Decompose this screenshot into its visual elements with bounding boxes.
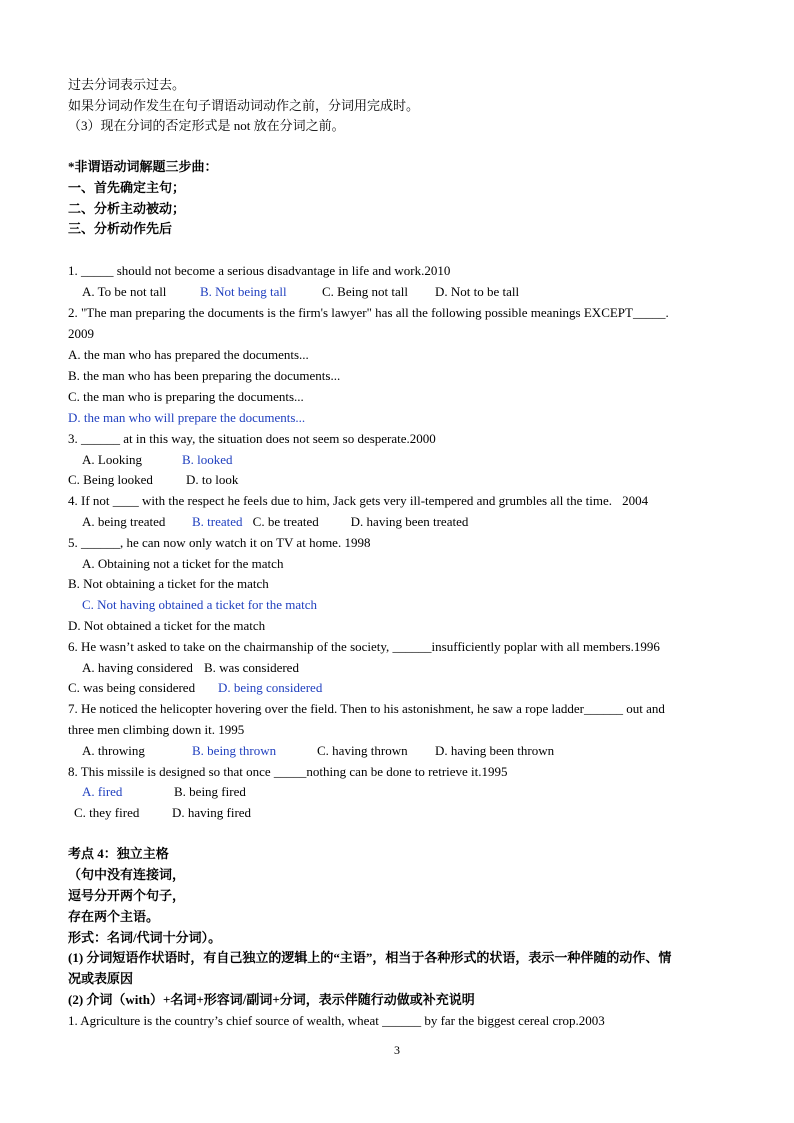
q5-option-d: D. Not obtained a ticket for the match: [68, 618, 266, 633]
q2-option-c: C. the man who is preparing the documents...: [68, 389, 304, 404]
q6-option-c: C. was being considered: [68, 680, 196, 695]
q2-option-a: A. the man who has prepared the documents...: [68, 347, 309, 362]
q4-option-b-answer: B. treated: [192, 514, 243, 529]
question-7-options: [82, 742, 554, 760]
question-1-options: [82, 283, 519, 301]
q2-option-b: B. the man who has been preparing the documents...: [68, 368, 341, 383]
q1-option-d: D. Not to be tall: [435, 284, 520, 299]
question-8-stem: 8. This missile is designed so that once _____nothing can be done to retrieve it.1995: [68, 764, 508, 779]
q5-option-c-answer: C. Not having obtained a ticket for the match: [82, 597, 318, 612]
point4-line-6: 况或表原因: [68, 971, 134, 986]
question-1-stem: 1. _____ should not become a serious disadvantage in life and work.2010: [68, 263, 451, 278]
q5-option-a: A. Obtaining not a ticket for the match: [82, 556, 284, 571]
q5-option-b: B. Not obtaining a ticket for the match: [68, 576, 269, 591]
point4-line-5: (1) 分词短语作状语时，有自己独立的逻辑上的“主语”，相当于各种形式的状语，表示一种伴随的动作、情: [68, 950, 672, 965]
question-8-options-row2: [74, 804, 251, 822]
intro-line-2: 如果分词动作发生在句子谓语动词动作之前，分词用完成时。: [68, 98, 420, 113]
q3-option-b-answer: B. looked: [182, 452, 233, 467]
q6-option-a: A. having considered: [82, 660, 193, 675]
question-3-options-row2: [68, 471, 238, 489]
question-4-options: [82, 513, 468, 531]
q4-option-d: D. having been treated: [350, 514, 469, 529]
q1-option-a: A. To be not tall: [82, 284, 167, 299]
question-6-options-row2: [68, 679, 322, 697]
q6-option-d-answer: D. being considered: [218, 680, 323, 695]
q7-option-b-answer: B. being thrown: [192, 743, 277, 758]
q3-option-c: C. Being looked: [68, 472, 153, 487]
step-3: 三、分析动作先后: [68, 221, 173, 236]
page-number: 3: [394, 1043, 400, 1057]
q8-option-c: C. they fired: [74, 805, 140, 820]
question-4-stem: 4. If not ____ with the respect he feels due to him, Jack gets very ill-tempered and grumbles all the time. 2004: [68, 493, 649, 508]
steps-title: *非谓语动词解题三步曲：: [68, 159, 218, 174]
q4-option-c: C. be treated: [252, 514, 319, 529]
step-1: 一、首先确定主句；: [68, 180, 186, 195]
q1-option-c: C. Being not tall: [322, 284, 408, 299]
q8-option-b: B. being fired: [174, 784, 246, 799]
point4-question-1: 1. Agriculture is the country’s chief source of wealth, wheat ______ by far the biggest cereal crop.2003: [68, 1013, 605, 1028]
question-7-stem-continued: three men climbing down it. 1995: [68, 722, 245, 737]
intro-line-3: （3）现在分词的否定形式是 not 放在分词之前。: [68, 118, 345, 133]
point4-line-2: 逗号分开两个句子，: [68, 888, 186, 903]
point4-line-1: （句中没有连接词，: [68, 867, 186, 882]
point4-line-4: 形式：名词/代词十分词）。: [68, 930, 222, 945]
question-2-stem-year: 2009: [68, 326, 94, 341]
question-5-stem: 5. ______, he can now only watch it on TV at home. 1998: [68, 535, 371, 550]
question-3-stem: 3. ______ at in this way, the situation does not seem so desperate.2000: [68, 431, 436, 446]
question-3-options-row1: [82, 451, 233, 469]
intro-line-1: 过去分词表示过去。: [68, 77, 186, 92]
q8-option-d: D. having fired: [172, 805, 252, 820]
question-8-options-row1: [82, 783, 246, 801]
step-2: 二、分析主动被动；: [68, 201, 186, 216]
question-6-stem: 6. He wasn’t asked to take on the chairmanship of the society, ______insufficiently poplar with all members.1996: [68, 639, 660, 654]
question-6-options-row1: [82, 659, 299, 677]
q7-option-d: D. having been thrown: [435, 743, 555, 758]
q3-option-d: D. to look: [186, 472, 239, 487]
q7-option-c: C. having thrown: [317, 743, 408, 758]
q3-option-a: A. Looking: [82, 452, 142, 467]
point4-line-3: 存在两个主语。: [68, 909, 160, 924]
q4-option-a: A. being treated: [82, 514, 166, 529]
q2-option-d-answer: D. the man who will prepare the documents...: [68, 410, 306, 425]
q1-option-b-answer: B. Not being tall: [200, 284, 287, 299]
q6-option-b: B. was considered: [204, 660, 299, 675]
point4-title: 考点 4：独立主格: [68, 846, 169, 861]
question-7-stem: 7. He noticed the helicopter hovering over the field. Then to his astonishment, he saw a rope ladder______ out and: [68, 701, 665, 716]
question-2-stem: 2. "The man preparing the documents is the firm's lawyer" has all the following possible meanings EXCEPT_____.: [68, 305, 669, 320]
q7-option-a: A. throwing: [82, 743, 145, 758]
q4-option-separator:  : [242, 514, 253, 529]
point4-line-7: (2) 介词（with）+名词+形容词/副词+分词，表示伴随行动做或补充说明: [68, 992, 475, 1007]
q8-option-a-answer: A. fired: [82, 784, 123, 799]
